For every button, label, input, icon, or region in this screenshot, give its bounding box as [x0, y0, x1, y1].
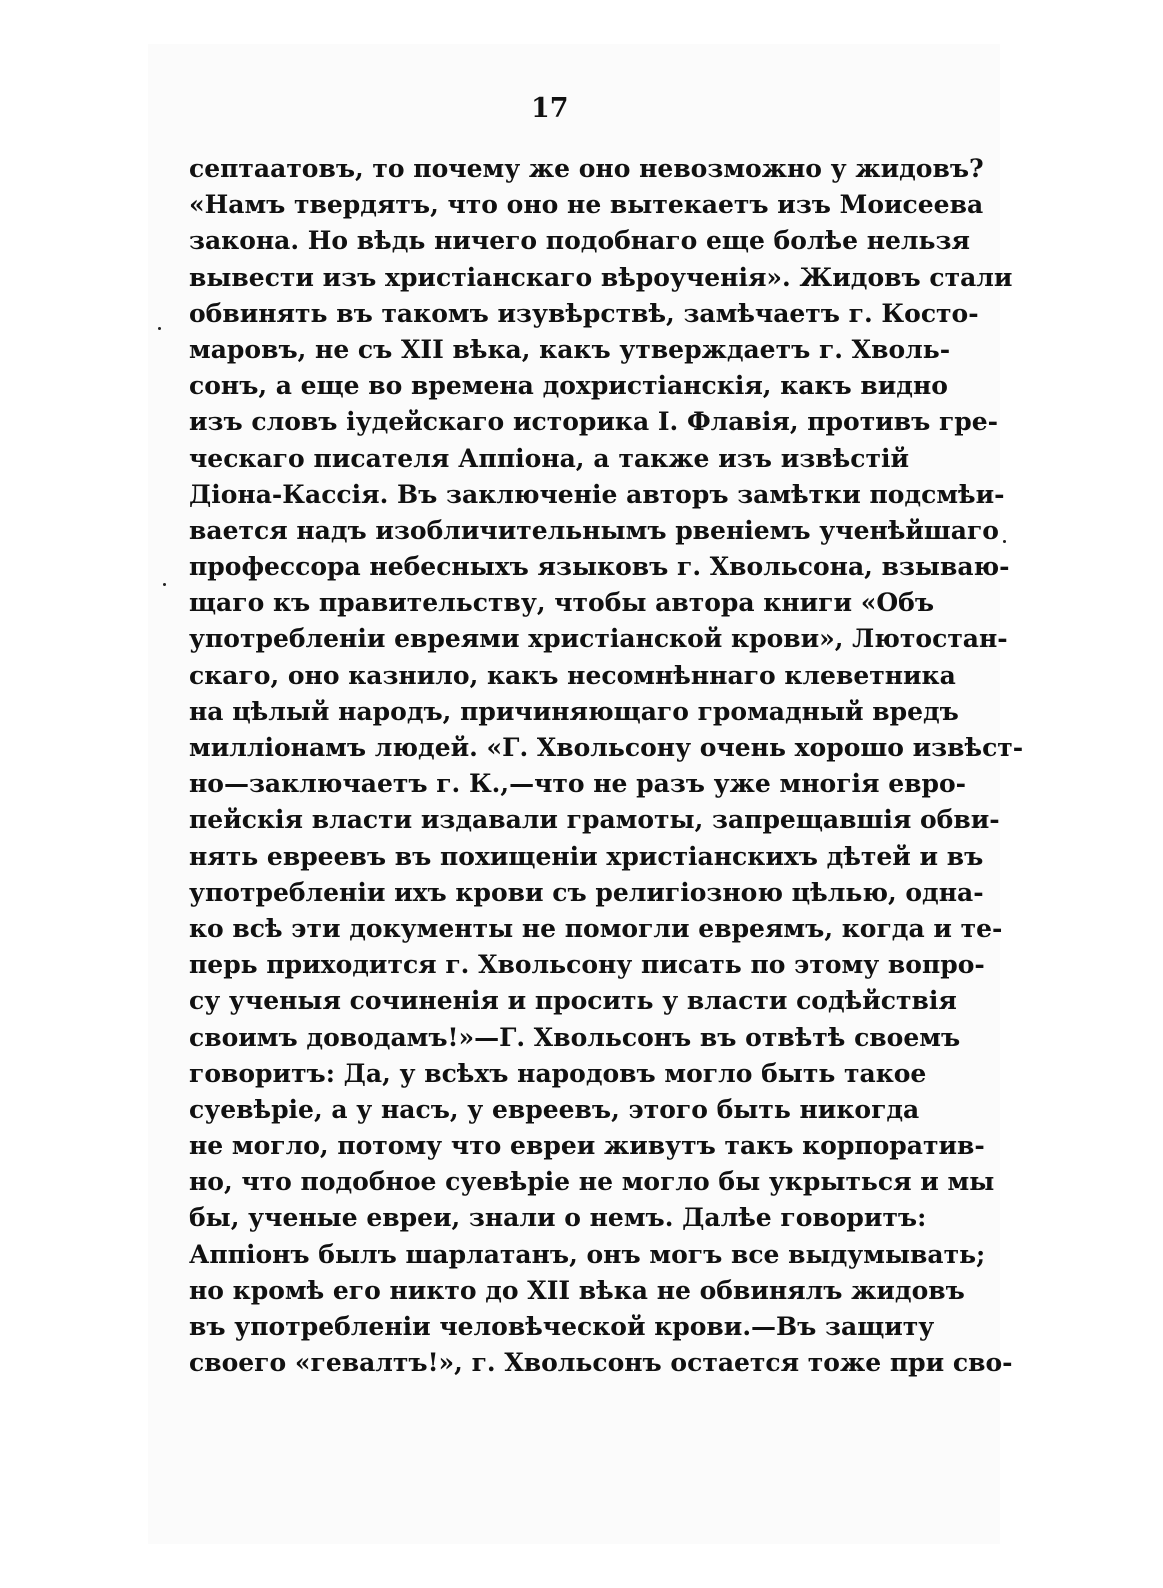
- text-line: щаго къ правительству, чтобы автора книги «Объ: [189, 588, 934, 618]
- text-line: употребленіи ихъ крови съ религіозною цѣлью, одна-: [189, 877, 984, 907]
- text-line: милліонамъ людей. «Г. Хвольсону очень хорошо извѣст-: [189, 733, 1024, 762]
- text-line: но кромѣ его никто до XII вѣка не обвинялъ жидовъ: [189, 1275, 965, 1305]
- text-line: профессора небесныхъ языковъ г. Хвольсона, взываю-: [189, 552, 1010, 582]
- text-line: «Намъ твердятъ, что оно не вытекаетъ изъ Моисеева: [189, 190, 984, 220]
- text-line: нять евреевъ въ похищеніи христіанскихъ дѣтей и въ: [189, 841, 984, 871]
- text-line: въ употребленіи человѣческой крови.—Въ защиту: [189, 1312, 935, 1341]
- text-line: септаатовъ, то почему же оно невозможно у жидовъ?: [189, 154, 984, 183]
- text-line: своего «гевалтъ!», г. Хвольсонъ остается тоже при сво-: [189, 1348, 1013, 1378]
- text-line: не могло, потому что евреи живутъ такъ корпоратив-: [189, 1131, 985, 1161]
- text-line: говоритъ: Да, у всѣхъ народовъ могло быть такое: [189, 1058, 927, 1088]
- text-line: изъ словъ іудейскаго историка І. Флавія, противъ гре-: [189, 407, 999, 437]
- text-line: но, что подобное суевѣріе не могло бы укрыться и мы: [189, 1167, 995, 1197]
- text-line: обвинять въ такомъ изувѣрствѣ, замѣчаетъ г. Косто-: [189, 298, 979, 328]
- text-line: вывести изъ христіанскаго вѣроученія». Жидовъ стали: [189, 262, 1013, 292]
- text-line: маровъ, не съ XII вѣка, какъ утверждаетъ г. Хволь-: [189, 334, 951, 364]
- text-line: но—заключаетъ г. К.,—что не разъ уже многія евро-: [189, 769, 967, 799]
- scan-speck: [1003, 540, 1006, 543]
- page-number: 17: [531, 93, 569, 124]
- text-line: перь приходится г. Хвольсону писать по этому вопро-: [189, 950, 985, 980]
- text-line: сонъ, а еще во времена дохристіанскія, какъ видно: [189, 371, 948, 401]
- text-line: употребленіи евреями христіанской крови», Лютостан-: [189, 624, 1008, 654]
- text-line: су ученыя сочиненія и просить у власти содѣйствія: [189, 986, 957, 1016]
- body-text: [189, 151, 1024, 1381]
- text-line: бы, ученые евреи, знали о немъ. Далѣе говоритъ:: [189, 1203, 927, 1233]
- text-line: вается надъ изобличительнымъ рвеніемъ ученѣйшаго: [189, 515, 999, 545]
- text-line: ческаго писателя Аппіона, а также изъ извѣстій: [189, 443, 909, 473]
- text-line: своимъ доводамъ!»—Г. Хвольсонъ въ отвѣтѣ своемъ: [189, 1022, 961, 1052]
- scan-speck: [163, 583, 166, 586]
- text-line: ко всѣ эти документы не помогли евреямъ, когда и те-: [189, 913, 1003, 943]
- text-line: суевѣріе, а у насъ, у евреевъ, этого быть никогда: [189, 1094, 920, 1124]
- text-line: скаго, оно казнило, какъ несомнѣннаго клеветника: [189, 660, 956, 690]
- text-line: пейскія власти издавали грамоты, запрещавшія обви-: [189, 805, 1000, 835]
- text-line: Аппіонъ былъ шарлатанъ, онъ могъ все выдумывать;: [189, 1239, 986, 1269]
- text-line: закона. Но вѣдь ничего подобнаго еще болѣе нельзя: [189, 226, 970, 256]
- text-line: Діона-Кассія. Въ заключеніе авторъ замѣтки подсмѣи-: [189, 479, 1005, 509]
- text-line: на цѣлый народъ, причиняющаго громадный вредъ: [189, 696, 959, 726]
- scan-speck: [158, 327, 161, 330]
